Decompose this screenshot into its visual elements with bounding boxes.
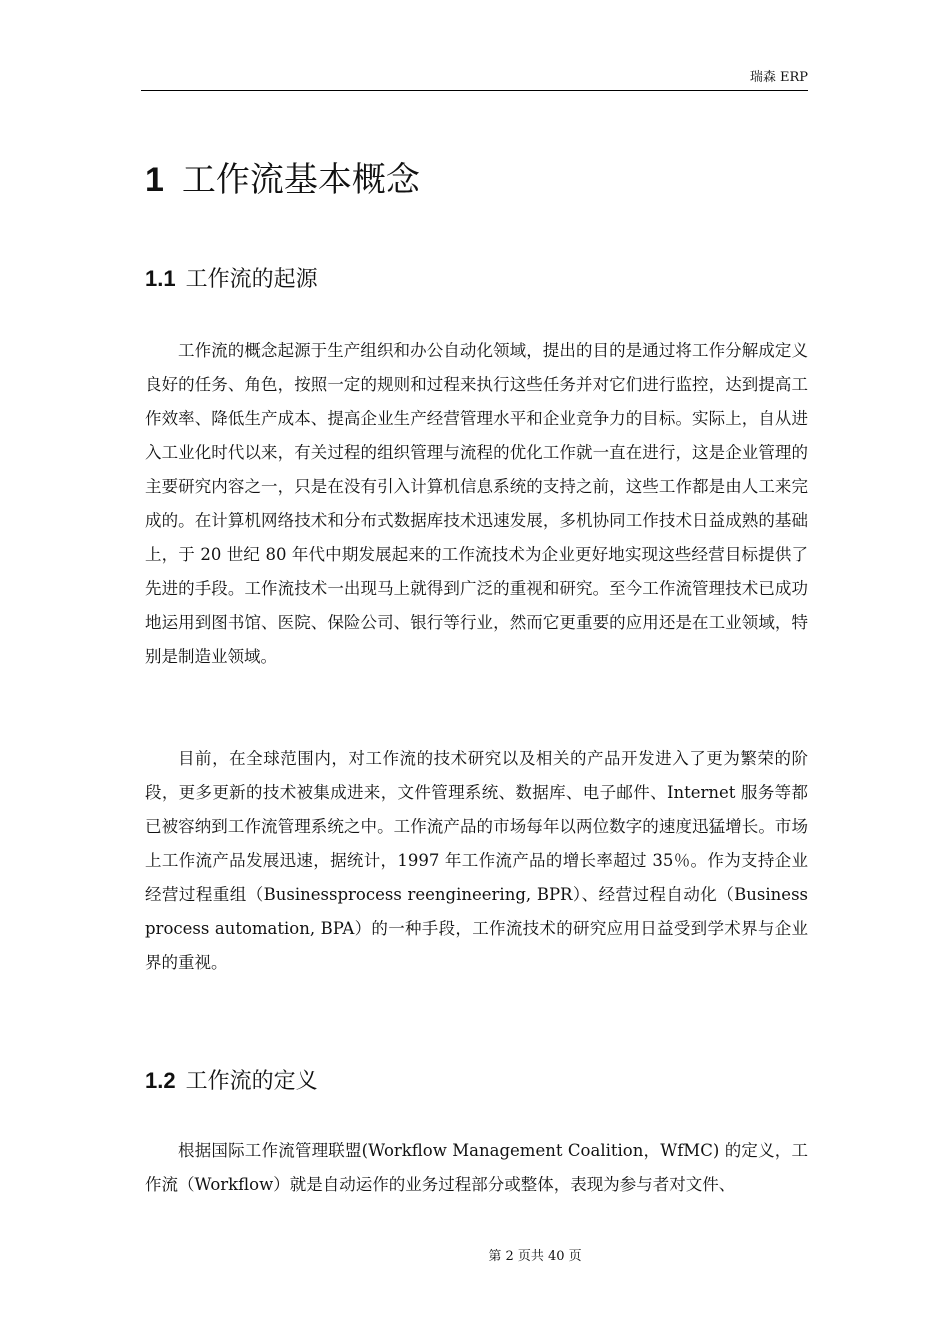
- chapter-title: 工作流基本概念: [181, 160, 420, 200]
- section-heading-origin: [145, 264, 318, 295]
- chapter-heading: [145, 158, 420, 202]
- paragraph-definition: 根据国际工作流管理联盟(Workflow Management Coalition，WfMC) 的定义，工作流（Workflow）就是自动运作的业务过程部分或整体，表现为参与者对文件、: [145, 1141, 808, 1194]
- section-title: 工作流的定义: [185, 1069, 318, 1094]
- section-title: 工作流的起源: [185, 267, 318, 292]
- section-heading-definition: [145, 1066, 318, 1097]
- chapter-number: 1: [145, 161, 164, 199]
- page-footer: 第 2 页共 40 页: [488, 1249, 582, 1264]
- section-number: 1.1: [145, 266, 176, 291]
- section-number: 1.2: [145, 1068, 176, 1093]
- header-brand: 瑞森 ERP: [749, 70, 808, 85]
- paragraph-origin-2: 目前，在全球范围内，对工作流的技术研究以及相关的产品开发进入了更为繁荣的阶段，更多更新的技术被集成进来，文件管理系统、数据库、电子邮件、Internet 服务等都已被容纳到工作流管理系统之中。工作流产品的市场每年以两位数字的速度迅猛增长。市场上工作流产品发展迅速，据统计，1997 年工作流产品的增长率超过 35％。作为支持企业经营过程重组（Businessprocess reengineering, BPR）、经营过程自动化（Business process automation, BPA）的一种手段，工作流技术的研究应用日益受到学术界与企业界的重视。: [145, 749, 808, 972]
- paragraph-origin-1: 工作流的概念起源于生产组织和办公自动化领域，提出的目的是通过将工作分解成定义良好的任务、角色，按照一定的规则和过程来执行这些任务并对它们进行监控，达到提高工作效率、降低生产成本、提高企业生产经营管理水平和企业竞争力的目标。实际上，自从进入工业化时代以来，有关过程的组织管理与流程的优化工作就一直在进行，这是企业管理的主要研究内容之一，只是在没有引入计算机信息系统的支持之前，这些工作都是由人工来完成的。在计算机网络技术和分布式数据库技术迅速发展，多机协同工作技术日益成熟的基础上，于 20 世纪 80 年代中期发展起来的工作流技术为企业更好地实现这些经营目标提供了先进的手段。工作流技术一出现马上就得到广泛的重视和研究。至今工作流管理技术已成功地运用到图书馆、医院、保险公司、银行等行业，然而它更重要的应用还是在工业领域，特别是制造业领域。: [145, 341, 808, 666]
- page-header: [141, 70, 808, 91]
